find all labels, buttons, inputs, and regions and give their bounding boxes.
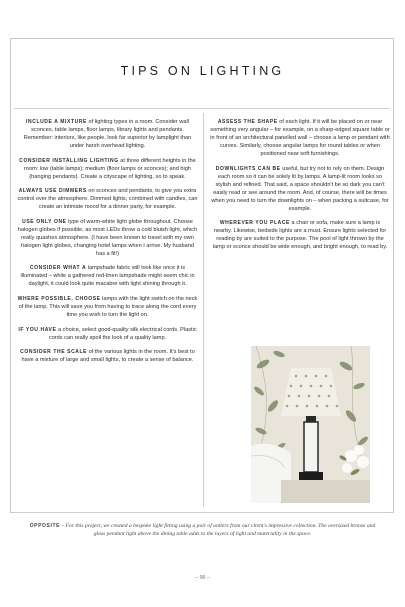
tip-text: a chair or sofa, make sure a lamp is nearby. Likewise, bedside lights are a must. Ensure lights selected for reading by are suited to the purpose. The pool of light thrown by the lamp or sconce should be wide enough, and bright enough, to read by. <box>212 220 388 251</box>
tip-text: of each light. If it will be placed on or near something very angular – for example, on a sharp-edged square table or in front of an architectural panelled wall – choose a lamp or pendant with curves. Similarly, choose angular lamps for round tables or when positioned near soft furnishings. <box>210 119 390 157</box>
tip-paragraph <box>17 157 198 181</box>
tip-paragraph <box>17 348 198 364</box>
right-column <box>210 118 390 258</box>
caption-text: – For this project, we created a bespoke light fitting using a pair of antlers from our client's impressive collection. The oversized bronze and glass pendant light above the dining table adds to the layers of light and materiality in the space. <box>60 523 376 538</box>
tip-lead: USE ONLY ONE <box>22 218 67 225</box>
tip-text: type of warm-white light globe throughout. Choose halogen globes if possible, as most LEDs throw a cold bluish light, which really quashes atmosphere. (I have been known to travel with my own halogen light globes, changing hotel lamps when I arrive. My husband has a fit!) <box>17 218 198 257</box>
tip-paragraph <box>210 118 390 158</box>
tip-text: on sconces and pendants, to give you extra control over the atmosphere. Dimmed lights, combined with candles, can create an intimate mood for a dinner party, for example. <box>17 188 198 211</box>
caption-label: OPPOSITE <box>29 523 61 529</box>
lamp-photo <box>251 346 370 503</box>
tip-lead: INCLUDE A MIXTURE <box>26 119 87 125</box>
tip-text: lampshade fabric will look like once it is illuminated – while a gathered red-linen lampshade might seem chic in daylight, it could look quite macabre with light shining through it. <box>20 265 195 288</box>
tip-text: of lighting types in a room. Consider wall sconces, table lamps, floor lamps, library lights and pendants. Remember: interiors, like people, look far superior by lamplight than under harsh overhead lighting. <box>23 119 192 149</box>
page-number: – 90 – <box>195 575 210 581</box>
tip-lead: IF YOU HAVE <box>18 326 57 333</box>
tip-lead: WHERE POSSIBLE, CHOOSE <box>17 295 101 302</box>
tip-paragraph <box>17 187 198 211</box>
title-divider <box>14 108 390 109</box>
tip-text: a choice, select good-quality silk electrical cords. Plastic cords can really spoil the look of a quality lamp. <box>48 326 197 341</box>
tip-paragraph <box>17 326 198 342</box>
tip-lead: DOWNLIGHTS CAN BE <box>215 165 281 172</box>
tip-paragraph <box>17 295 198 319</box>
tip-lead: CONSIDER INSTALLING LIGHTING <box>19 157 119 164</box>
caption-divider <box>14 512 390 513</box>
left-column <box>17 118 198 371</box>
tip-text: useful, but try not to rely on them. Design each room so it can be solely lit by lamps. A lamp-lit room looks so stylish and refined. That said, a space shouldn't be so dark you can't easily read or see around the room. And, of course, there will be times when you need to turn the downlights on – when packing a suitcase, for example. <box>211 165 389 212</box>
tip-paragraph <box>17 118 198 150</box>
tip-lead: ALWAYS USE DIMMERS <box>18 188 87 195</box>
tip-text: of the various lights in the room. It's best to have a mixture of large and small lights, to create a sense of balance. <box>21 349 195 364</box>
photo-caption <box>24 522 381 538</box>
column-divider <box>203 113 204 507</box>
tip-paragraph <box>17 218 198 258</box>
tip-text: lamps with the light switch on the neck of the lamp. This will save you from having to trace along the cord every time you wish to turn the light on. <box>18 295 198 318</box>
page-title: TIPS ON LIGHTING <box>120 64 285 78</box>
tip-lead: ASSESS THE SHAPE <box>217 119 278 125</box>
tip-paragraph <box>210 219 390 251</box>
tip-lead: WHEREVER YOU PLACE <box>219 220 290 227</box>
tip-paragraph <box>17 264 198 288</box>
tip-paragraph <box>210 165 390 213</box>
tip-lead: CONSIDER WHAT A <box>29 265 87 272</box>
tip-lead: CONSIDER THE SCALE <box>20 349 88 356</box>
tip-text: at three different heights in the room: low (table lamps); medium (floor lamps or sconces); and high (hanging pendants). Create a cityscape of lighting, so to speak. <box>24 157 196 180</box>
